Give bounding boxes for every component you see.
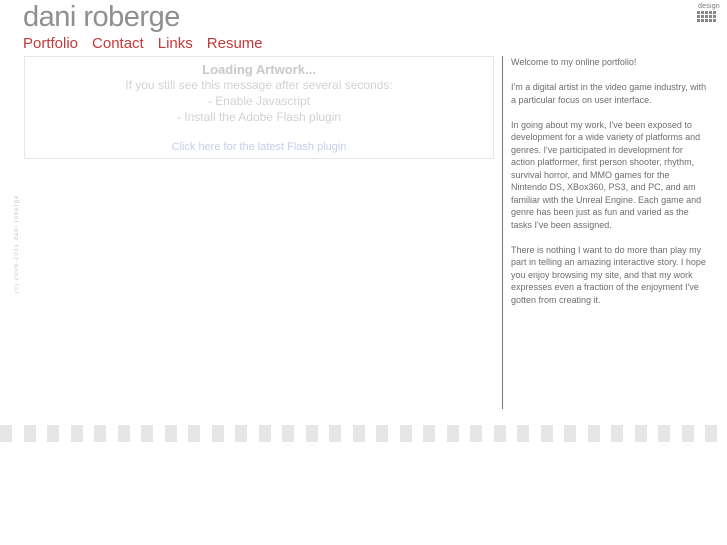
badge-label: design xyxy=(698,3,720,10)
stripe-block xyxy=(212,425,224,442)
stripe-block xyxy=(635,425,647,442)
stripe-block xyxy=(71,425,83,442)
main-nav xyxy=(23,35,263,52)
about-paragraph: There is nothing I want to do more than play my part in telling an amazing interactive story. I hope you enjoy browsing my site, and that my work expresses even a fraction of the enjoyment I've gotten from creating it. xyxy=(511,244,706,305)
stripe-block xyxy=(47,425,59,442)
design-badge[interactable] xyxy=(697,3,721,22)
stripe-block xyxy=(94,425,106,442)
stripe-block xyxy=(564,425,576,442)
stripe-block xyxy=(259,425,271,442)
flash-plugin-link[interactable]: Click here for the latest Flash plugin xyxy=(171,141,347,153)
nav-links[interactable]: Links xyxy=(157,35,193,52)
stripe-block xyxy=(658,425,670,442)
column-divider xyxy=(502,56,503,409)
stripe-block xyxy=(329,425,341,442)
stripe-block xyxy=(0,425,12,442)
site-logo[interactable]: dani roberge xyxy=(23,1,180,33)
stripe-block xyxy=(400,425,412,442)
loading-message: Loading Artwork... xyxy=(202,62,316,77)
nav-contact[interactable]: Contact xyxy=(92,35,144,52)
stripe-block xyxy=(494,425,506,442)
flash-placeholder xyxy=(24,56,494,159)
stripe-block xyxy=(470,425,482,442)
stripe-block xyxy=(165,425,177,442)
about-paragraph: Welcome to my online portfolio! xyxy=(511,57,637,67)
stripe-block xyxy=(423,425,435,442)
stripe-block xyxy=(353,425,365,442)
stripe-block xyxy=(611,425,623,442)
copyright-notice: (c) 2006-2011 dani roberge xyxy=(14,194,20,293)
stripe-block xyxy=(118,425,130,442)
stripe-block xyxy=(282,425,294,442)
about-paragraph: I'm a digital artist in the video game industry, with a particular focus on user interface. xyxy=(511,82,707,105)
stripe-block xyxy=(517,425,529,442)
stripe-block xyxy=(682,425,694,442)
grid-icon xyxy=(697,11,721,22)
flash-message-line: If you still see this message after several seconds: xyxy=(125,78,393,92)
stripe-block xyxy=(447,425,459,442)
stripe-block xyxy=(188,425,200,442)
about-text xyxy=(511,56,707,319)
stripe-block xyxy=(376,425,388,442)
stripe-block xyxy=(306,425,318,442)
stripe-block xyxy=(705,425,717,442)
about-paragraph: In going about my work, I've been exposed to development for a wide variety of platforms and genres. I've participated in development for action platformer, first person shooter, rhythm, survival horror, and MMO games for the Nintendo DS, XBox360, PS3, and PC, and am familiar with the Unreal Engine. Each game and genre has been just as fun and varied as the tasks I've been assigned. xyxy=(511,119,702,230)
nav-portfolio[interactable]: Portfolio xyxy=(23,35,79,52)
flash-message-line: - Install the Adobe Flash plugin xyxy=(176,110,342,124)
stripe-block xyxy=(235,425,247,442)
stripe-block xyxy=(24,425,36,442)
stripe-block xyxy=(141,425,153,442)
stripe-block xyxy=(588,425,600,442)
nav-resume[interactable]: Resume xyxy=(206,35,263,52)
stripe-block xyxy=(541,425,553,442)
film-strip-decoration xyxy=(0,425,727,442)
flash-message-line: - Enable Javascript xyxy=(207,94,311,108)
